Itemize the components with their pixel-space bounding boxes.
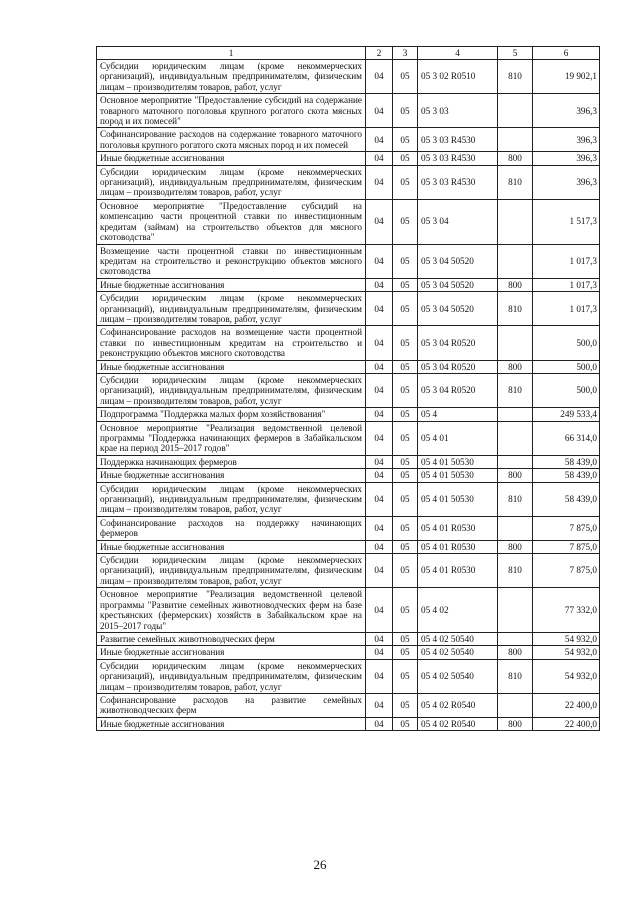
subsection-code-cell: 05 [393, 646, 418, 659]
table-row [97, 540, 600, 553]
row-name-cell: Развитие семейных животноводческих ферм [97, 632, 366, 645]
subsection-code-cell: 05 [393, 659, 418, 693]
target-item-code-cell: 05 4 02 50540 [418, 659, 498, 693]
column-header-2: 2 [366, 47, 393, 60]
subsection-code-cell: 05 [393, 482, 418, 516]
row-name-cell: Субсидии юридическим лицам (кроме некоммерческих организаций), индивидуальным предпринимателям, физическим лицам – производителям товаров, работ, услуг [97, 554, 366, 588]
target-item-code-cell: 05 4 02 [418, 588, 498, 633]
section-code-cell: 04 [366, 408, 393, 421]
expense-type-code-cell [498, 588, 533, 633]
section-code-cell: 04 [366, 244, 393, 278]
expense-type-code-cell [498, 128, 533, 152]
table-row [97, 292, 600, 326]
subsection-code-cell: 05 [393, 421, 418, 455]
table-row [97, 278, 600, 291]
section-code-cell: 04 [366, 455, 393, 468]
expense-type-code-cell [498, 632, 533, 645]
column-header-4: 4 [418, 47, 498, 60]
subsection-code-cell: 05 [393, 632, 418, 645]
subsection-code-cell: 05 [393, 516, 418, 540]
target-item-code-cell: 05 3 03 R4530 [418, 165, 498, 199]
target-item-code-cell: 05 3 04 [418, 199, 498, 244]
section-code-cell: 04 [366, 554, 393, 588]
table-row [97, 469, 600, 482]
target-item-code-cell: 05 4 02 R0540 [418, 717, 498, 730]
section-code-cell: 04 [366, 693, 393, 717]
target-item-code-cell: 05 3 04 50520 [418, 292, 498, 326]
subsection-code-cell: 05 [393, 199, 418, 244]
table-row [97, 516, 600, 540]
target-item-code-cell: 05 4 01 50530 [418, 482, 498, 516]
expense-type-code-cell [498, 326, 533, 360]
table-row [97, 632, 600, 645]
subsection-code-cell: 05 [393, 588, 418, 633]
amount-cell: 58 439,0 [533, 455, 600, 468]
row-name-cell: Иные бюджетные ассигнования [97, 646, 366, 659]
section-code-cell: 04 [366, 588, 393, 633]
subsection-code-cell: 05 [393, 128, 418, 152]
section-code-cell: 04 [366, 128, 393, 152]
section-code-cell: 04 [366, 292, 393, 326]
table-row [97, 408, 600, 421]
target-item-code-cell: 05 3 04 R0520 [418, 360, 498, 373]
section-code-cell: 04 [366, 482, 393, 516]
subsection-code-cell: 05 [393, 326, 418, 360]
section-code-cell: 04 [366, 360, 393, 373]
table-row [97, 717, 600, 730]
expense-type-code-cell [498, 94, 533, 128]
target-item-code-cell: 05 3 03 R4530 [418, 152, 498, 165]
section-code-cell: 04 [366, 152, 393, 165]
amount-cell: 19 902,1 [533, 60, 600, 94]
section-code-cell: 04 [366, 659, 393, 693]
subsection-code-cell: 05 [393, 244, 418, 278]
table-row [97, 373, 600, 407]
target-item-code-cell: 05 3 04 R0520 [418, 326, 498, 360]
row-name-cell: Основное мероприятие "Предоставление субсидий на содержание товарного маточного поголовья крупного рогатого скота мясных пород и их помесей" [97, 94, 366, 128]
subsection-code-cell: 05 [393, 278, 418, 291]
section-code-cell: 04 [366, 632, 393, 645]
table-row [97, 244, 600, 278]
row-name-cell: Основное мероприятие "Реализация ведомственной целевой программы "Развитие семейных животноводческих ферм на базе крестьянских (фермерских) хозяйств в Забайкальском крае на 2015–2017 годы" [97, 588, 366, 633]
row-name-cell: Софинансирование расходов на развитие семейных животноводческих ферм [97, 693, 366, 717]
table-row [97, 455, 600, 468]
section-code-cell: 04 [366, 199, 393, 244]
subsection-code-cell: 05 [393, 408, 418, 421]
expense-type-code-cell: 800 [498, 646, 533, 659]
row-name-cell: Софинансирование расходов на возмещение части процентной ставки по инвестиционным кредитам на строительство и реконструкцию объектов мясного скотоводства [97, 326, 366, 360]
amount-cell: 22 400,0 [533, 693, 600, 717]
section-code-cell: 04 [366, 469, 393, 482]
section-code-cell: 04 [366, 717, 393, 730]
subsection-code-cell: 05 [393, 292, 418, 326]
amount-cell: 22 400,0 [533, 717, 600, 730]
target-item-code-cell: 05 3 03 R4530 [418, 128, 498, 152]
expense-type-code-cell: 800 [498, 469, 533, 482]
expense-type-code-cell: 810 [498, 554, 533, 588]
row-name-cell: Софинансирование расходов на поддержку начинающих фермеров [97, 516, 366, 540]
row-name-cell: Иные бюджетные ассигнования [97, 540, 366, 553]
row-name-cell: Подпрограмма "Поддержка малых форм хозяйствования" [97, 408, 366, 421]
amount-cell: 396,3 [533, 94, 600, 128]
table-row [97, 360, 600, 373]
row-name-cell: Иные бюджетные ассигнования [97, 278, 366, 291]
amount-cell: 396,3 [533, 128, 600, 152]
subsection-code-cell: 05 [393, 373, 418, 407]
column-header-6: 6 [533, 47, 600, 60]
section-code-cell: 04 [366, 94, 393, 128]
amount-cell: 1 517,3 [533, 199, 600, 244]
row-name-cell: Возмещение части процентной ставки по инвестиционным кредитам на строительство и реконструкцию объектов мясного скотоводства [97, 244, 366, 278]
row-name-cell: Иные бюджетные ассигнования [97, 360, 366, 373]
subsection-code-cell: 05 [393, 165, 418, 199]
expense-type-code-cell [498, 244, 533, 278]
row-name-cell: Иные бюджетные ассигнования [97, 717, 366, 730]
row-name-cell: Субсидии юридическим лицам (кроме некоммерческих организаций), индивидуальным предпринимателям, физическим лицам – производителям товаров, работ, услуг [97, 165, 366, 199]
table-row [97, 60, 600, 94]
target-item-code-cell: 05 3 04 50520 [418, 278, 498, 291]
subsection-code-cell: 05 [393, 540, 418, 553]
table-row [97, 646, 600, 659]
target-item-code-cell: 05 4 01 [418, 421, 498, 455]
table-row [97, 693, 600, 717]
row-name-cell: Поддержка начинающих фермеров [97, 455, 366, 468]
amount-cell: 396,3 [533, 165, 600, 199]
section-code-cell: 04 [366, 278, 393, 291]
table-row [97, 588, 600, 633]
subsection-code-cell: 05 [393, 455, 418, 468]
table-row [97, 94, 600, 128]
target-item-code-cell: 05 4 02 50540 [418, 632, 498, 645]
target-item-code-cell: 05 4 [418, 408, 498, 421]
subsection-code-cell: 05 [393, 717, 418, 730]
expense-type-code-cell [498, 421, 533, 455]
table-row [97, 421, 600, 455]
table-row [97, 482, 600, 516]
amount-cell: 1 017,3 [533, 292, 600, 326]
row-name-cell: Основное мероприятие "Предоставление субсидий на компенсацию части процентной ставки по инвестиционным кредитам (займам) на строительство объектов для мясного скотоводства" [97, 199, 366, 244]
expense-type-code-cell: 800 [498, 152, 533, 165]
target-item-code-cell: 05 4 01 50530 [418, 469, 498, 482]
expense-type-code-cell [498, 516, 533, 540]
section-code-cell: 04 [366, 516, 393, 540]
amount-cell: 66 314,0 [533, 421, 600, 455]
amount-cell: 58 439,0 [533, 482, 600, 516]
subsection-code-cell: 05 [393, 360, 418, 373]
row-name-cell: Субсидии юридическим лицам (кроме некоммерческих организаций), индивидуальным предпринимателям, физическим лицам – производителям товаров, работ, услуг [97, 292, 366, 326]
target-item-code-cell: 05 3 02 R0510 [418, 60, 498, 94]
amount-cell: 7 875,0 [533, 554, 600, 588]
table-row [97, 554, 600, 588]
table-row [97, 199, 600, 244]
amount-cell: 396,3 [533, 152, 600, 165]
target-item-code-cell: 05 4 01 R0530 [418, 516, 498, 540]
amount-cell: 54 932,0 [533, 632, 600, 645]
subsection-code-cell: 05 [393, 94, 418, 128]
expense-type-code-cell: 810 [498, 292, 533, 326]
section-code-cell: 04 [366, 326, 393, 360]
amount-cell: 54 932,0 [533, 659, 600, 693]
amount-cell: 7 875,0 [533, 540, 600, 553]
expense-type-code-cell [498, 199, 533, 244]
target-item-code-cell: 05 4 01 50530 [418, 455, 498, 468]
table-row [97, 152, 600, 165]
expense-type-code-cell: 800 [498, 717, 533, 730]
expense-type-code-cell: 800 [498, 540, 533, 553]
expense-type-code-cell [498, 408, 533, 421]
row-name-cell: Иные бюджетные ассигнования [97, 469, 366, 482]
amount-cell: 1 017,3 [533, 244, 600, 278]
amount-cell: 54 932,0 [533, 646, 600, 659]
target-item-code-cell: 05 3 04 R0520 [418, 373, 498, 407]
target-item-code-cell: 05 3 03 [418, 94, 498, 128]
subsection-code-cell: 05 [393, 152, 418, 165]
target-item-code-cell: 05 4 01 R0530 [418, 554, 498, 588]
table-row [97, 326, 600, 360]
amount-cell: 77 332,0 [533, 588, 600, 633]
section-code-cell: 04 [366, 373, 393, 407]
amount-cell: 500,0 [533, 360, 600, 373]
amount-cell: 249 533,4 [533, 408, 600, 421]
target-item-code-cell: 05 4 01 R0530 [418, 540, 498, 553]
expense-type-code-cell: 810 [498, 482, 533, 516]
page-number: 26 [313, 857, 327, 872]
expense-type-code-cell: 800 [498, 360, 533, 373]
table-row [97, 659, 600, 693]
amount-cell: 1 017,3 [533, 278, 600, 291]
subsection-code-cell: 05 [393, 554, 418, 588]
row-name-cell: Субсидии юридическим лицам (кроме некоммерческих организаций), индивидуальным предпринимателям, физическим лицам – производителям товаров, работ, услуг [97, 659, 366, 693]
column-header-3: 3 [393, 47, 418, 60]
amount-cell: 58 439,0 [533, 469, 600, 482]
table-body [97, 60, 600, 731]
row-name-cell: Основное мероприятие "Реализация ведомственной целевой программы "Поддержка начинающих фермеров в Забайкальском крае на период 2015–2017 годов" [97, 421, 366, 455]
subsection-code-cell: 05 [393, 693, 418, 717]
amount-cell: 7 875,0 [533, 516, 600, 540]
expense-type-code-cell [498, 455, 533, 468]
expense-type-code-cell: 810 [498, 165, 533, 199]
section-code-cell: 04 [366, 421, 393, 455]
table-row [97, 128, 600, 152]
row-name-cell: Субсидии юридическим лицам (кроме некоммерческих организаций), индивидуальным предпринимателям, физическим лицам – производителям товаров, работ, услуг [97, 482, 366, 516]
row-name-cell: Софинансирование расходов на содержание товарного маточного поголовья крупного рогатого скота мясных пород и их помесей [97, 128, 366, 152]
row-name-cell: Субсидии юридическим лицам (кроме некоммерческих организаций), индивидуальным предпринимателям, физическим лицам – производителям товаров, работ, услуг [97, 60, 366, 94]
budget-table [96, 46, 600, 731]
expense-type-code-cell: 810 [498, 60, 533, 94]
header-row [97, 47, 600, 60]
amount-cell: 500,0 [533, 373, 600, 407]
section-code-cell: 04 [366, 60, 393, 94]
column-header-5: 5 [498, 47, 533, 60]
row-name-cell: Субсидии юридическим лицам (кроме некоммерческих организаций), индивидуальным предпринимателям, физическим лицам – производителям товаров, работ, услуг [97, 373, 366, 407]
row-name-cell: Иные бюджетные ассигнования [97, 152, 366, 165]
column-header-1: 1 [97, 47, 366, 60]
section-code-cell: 04 [366, 165, 393, 199]
table-row [97, 165, 600, 199]
amount-cell: 500,0 [533, 326, 600, 360]
target-item-code-cell: 05 4 02 50540 [418, 646, 498, 659]
section-code-cell: 04 [366, 540, 393, 553]
subsection-code-cell: 05 [393, 60, 418, 94]
target-item-code-cell: 05 3 04 50520 [418, 244, 498, 278]
target-item-code-cell: 05 4 02 R0540 [418, 693, 498, 717]
section-code-cell: 04 [366, 646, 393, 659]
expense-type-code-cell: 810 [498, 373, 533, 407]
expense-type-code-cell [498, 693, 533, 717]
expense-type-code-cell: 810 [498, 659, 533, 693]
subsection-code-cell: 05 [393, 469, 418, 482]
expense-type-code-cell: 800 [498, 278, 533, 291]
